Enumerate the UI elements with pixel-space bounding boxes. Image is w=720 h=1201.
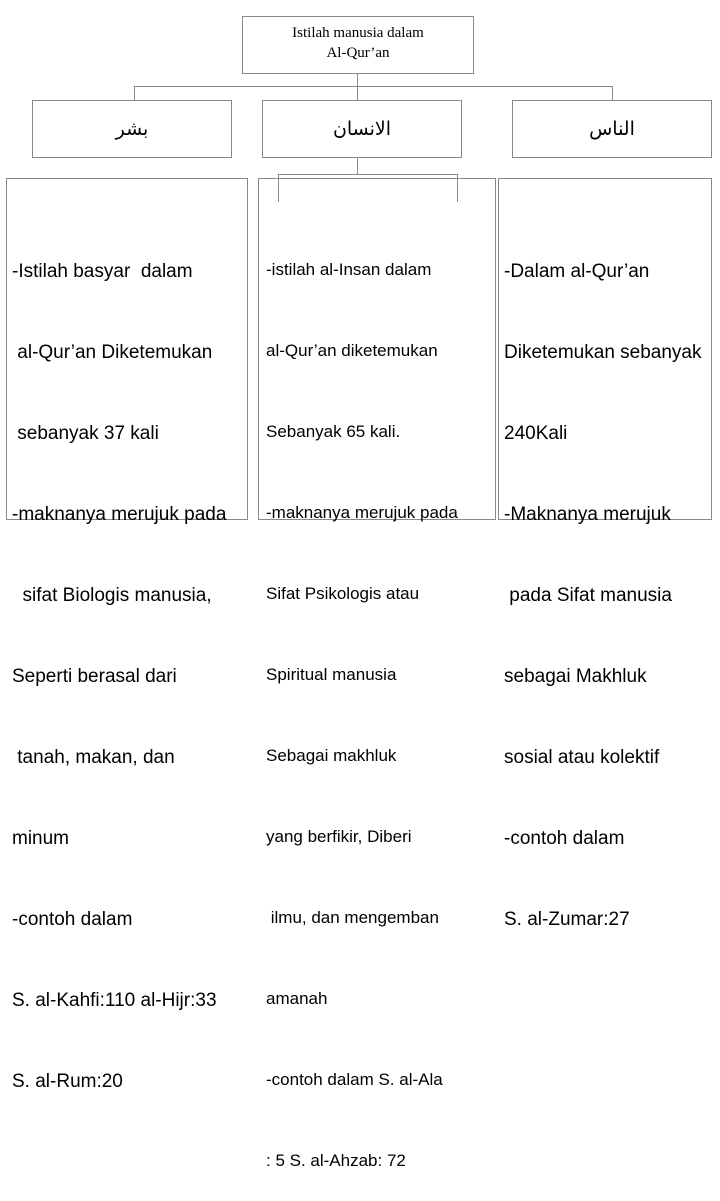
insan-line: Sifat Psikologis atau xyxy=(266,584,420,603)
connector-left-down xyxy=(134,86,135,100)
basyar-line: sebanyak 37 kali xyxy=(12,423,159,444)
nas-line: sebagai Makhluk xyxy=(504,666,647,687)
header-insan-label: الانسان xyxy=(332,118,392,140)
basyar-line: sifat Biologis manusia, xyxy=(12,585,212,606)
connector-right-down xyxy=(612,86,613,100)
connector-middle-down xyxy=(357,86,358,100)
connector-root-down xyxy=(357,74,358,86)
basyar-line: minum xyxy=(12,828,70,849)
insan-line: -istilah al-Insan dalam xyxy=(266,260,432,279)
nas-line: -Maknanya merujuk xyxy=(504,504,671,525)
header-nas-label: الناس xyxy=(589,118,635,140)
insan-line: -contoh dalam S. al-Ala xyxy=(266,1070,443,1089)
column-insan-text xyxy=(266,202,458,1201)
basyar-line: al-Qur’an Diketemukan xyxy=(12,342,213,363)
basyar-line: -Istilah basyar dalam xyxy=(12,261,193,282)
root-node xyxy=(242,16,474,74)
root-title-line2: Al-Qur’an xyxy=(326,45,390,61)
nas-line: -contoh dalam xyxy=(504,828,625,849)
nas-line: pada Sifat manusia xyxy=(504,585,672,606)
insan-line: ilmu, dan mengemban xyxy=(266,908,439,927)
header-nas xyxy=(512,100,712,158)
insan-line: yang berfikir, Diberi xyxy=(266,827,412,846)
nas-line: Diketemukan sebanyak xyxy=(504,342,702,363)
basyar-line: tanah, makan, dan xyxy=(12,747,175,768)
connector-horizontal xyxy=(134,86,612,87)
header-insan xyxy=(262,100,462,158)
insan-line: : 5 S. al-Ahzab: 72 xyxy=(266,1151,406,1170)
basyar-line: -maknanya merujuk pada xyxy=(12,504,227,525)
nas-line: S. al-Zumar:27 xyxy=(504,909,630,930)
insan-line: Sebagai makhluk xyxy=(266,746,397,765)
basyar-line: Seperti berasal dari xyxy=(12,666,177,687)
basyar-line: -contoh dalam xyxy=(12,909,133,930)
insan-line: Sebanyak 65 kali. xyxy=(266,422,401,441)
basyar-line: S. al-Kahfi:110 al-Hijr:33 xyxy=(12,990,217,1011)
insan-line: amanah xyxy=(266,989,328,1008)
column-nas-text xyxy=(504,204,702,960)
header-basyar xyxy=(32,100,232,158)
insan-line: -maknanya merujuk pada xyxy=(266,503,458,522)
column-basyar-text xyxy=(12,204,226,1122)
nas-line: sosial atau kolektif xyxy=(504,747,660,768)
header-basyar-label: بشر xyxy=(115,118,149,140)
nas-line: 240Kali xyxy=(504,423,568,444)
nas-line: -Dalam al-Qur’an xyxy=(504,261,650,282)
root-title-line1: Istilah manusia dalam xyxy=(292,25,424,41)
basyar-line: S. al-Rum:20 xyxy=(12,1071,123,1092)
connector-header-middle-col xyxy=(357,158,358,174)
insan-line: Spiritual manusia xyxy=(266,665,397,684)
insan-line: al-Qur’an diketemukan xyxy=(266,341,438,360)
